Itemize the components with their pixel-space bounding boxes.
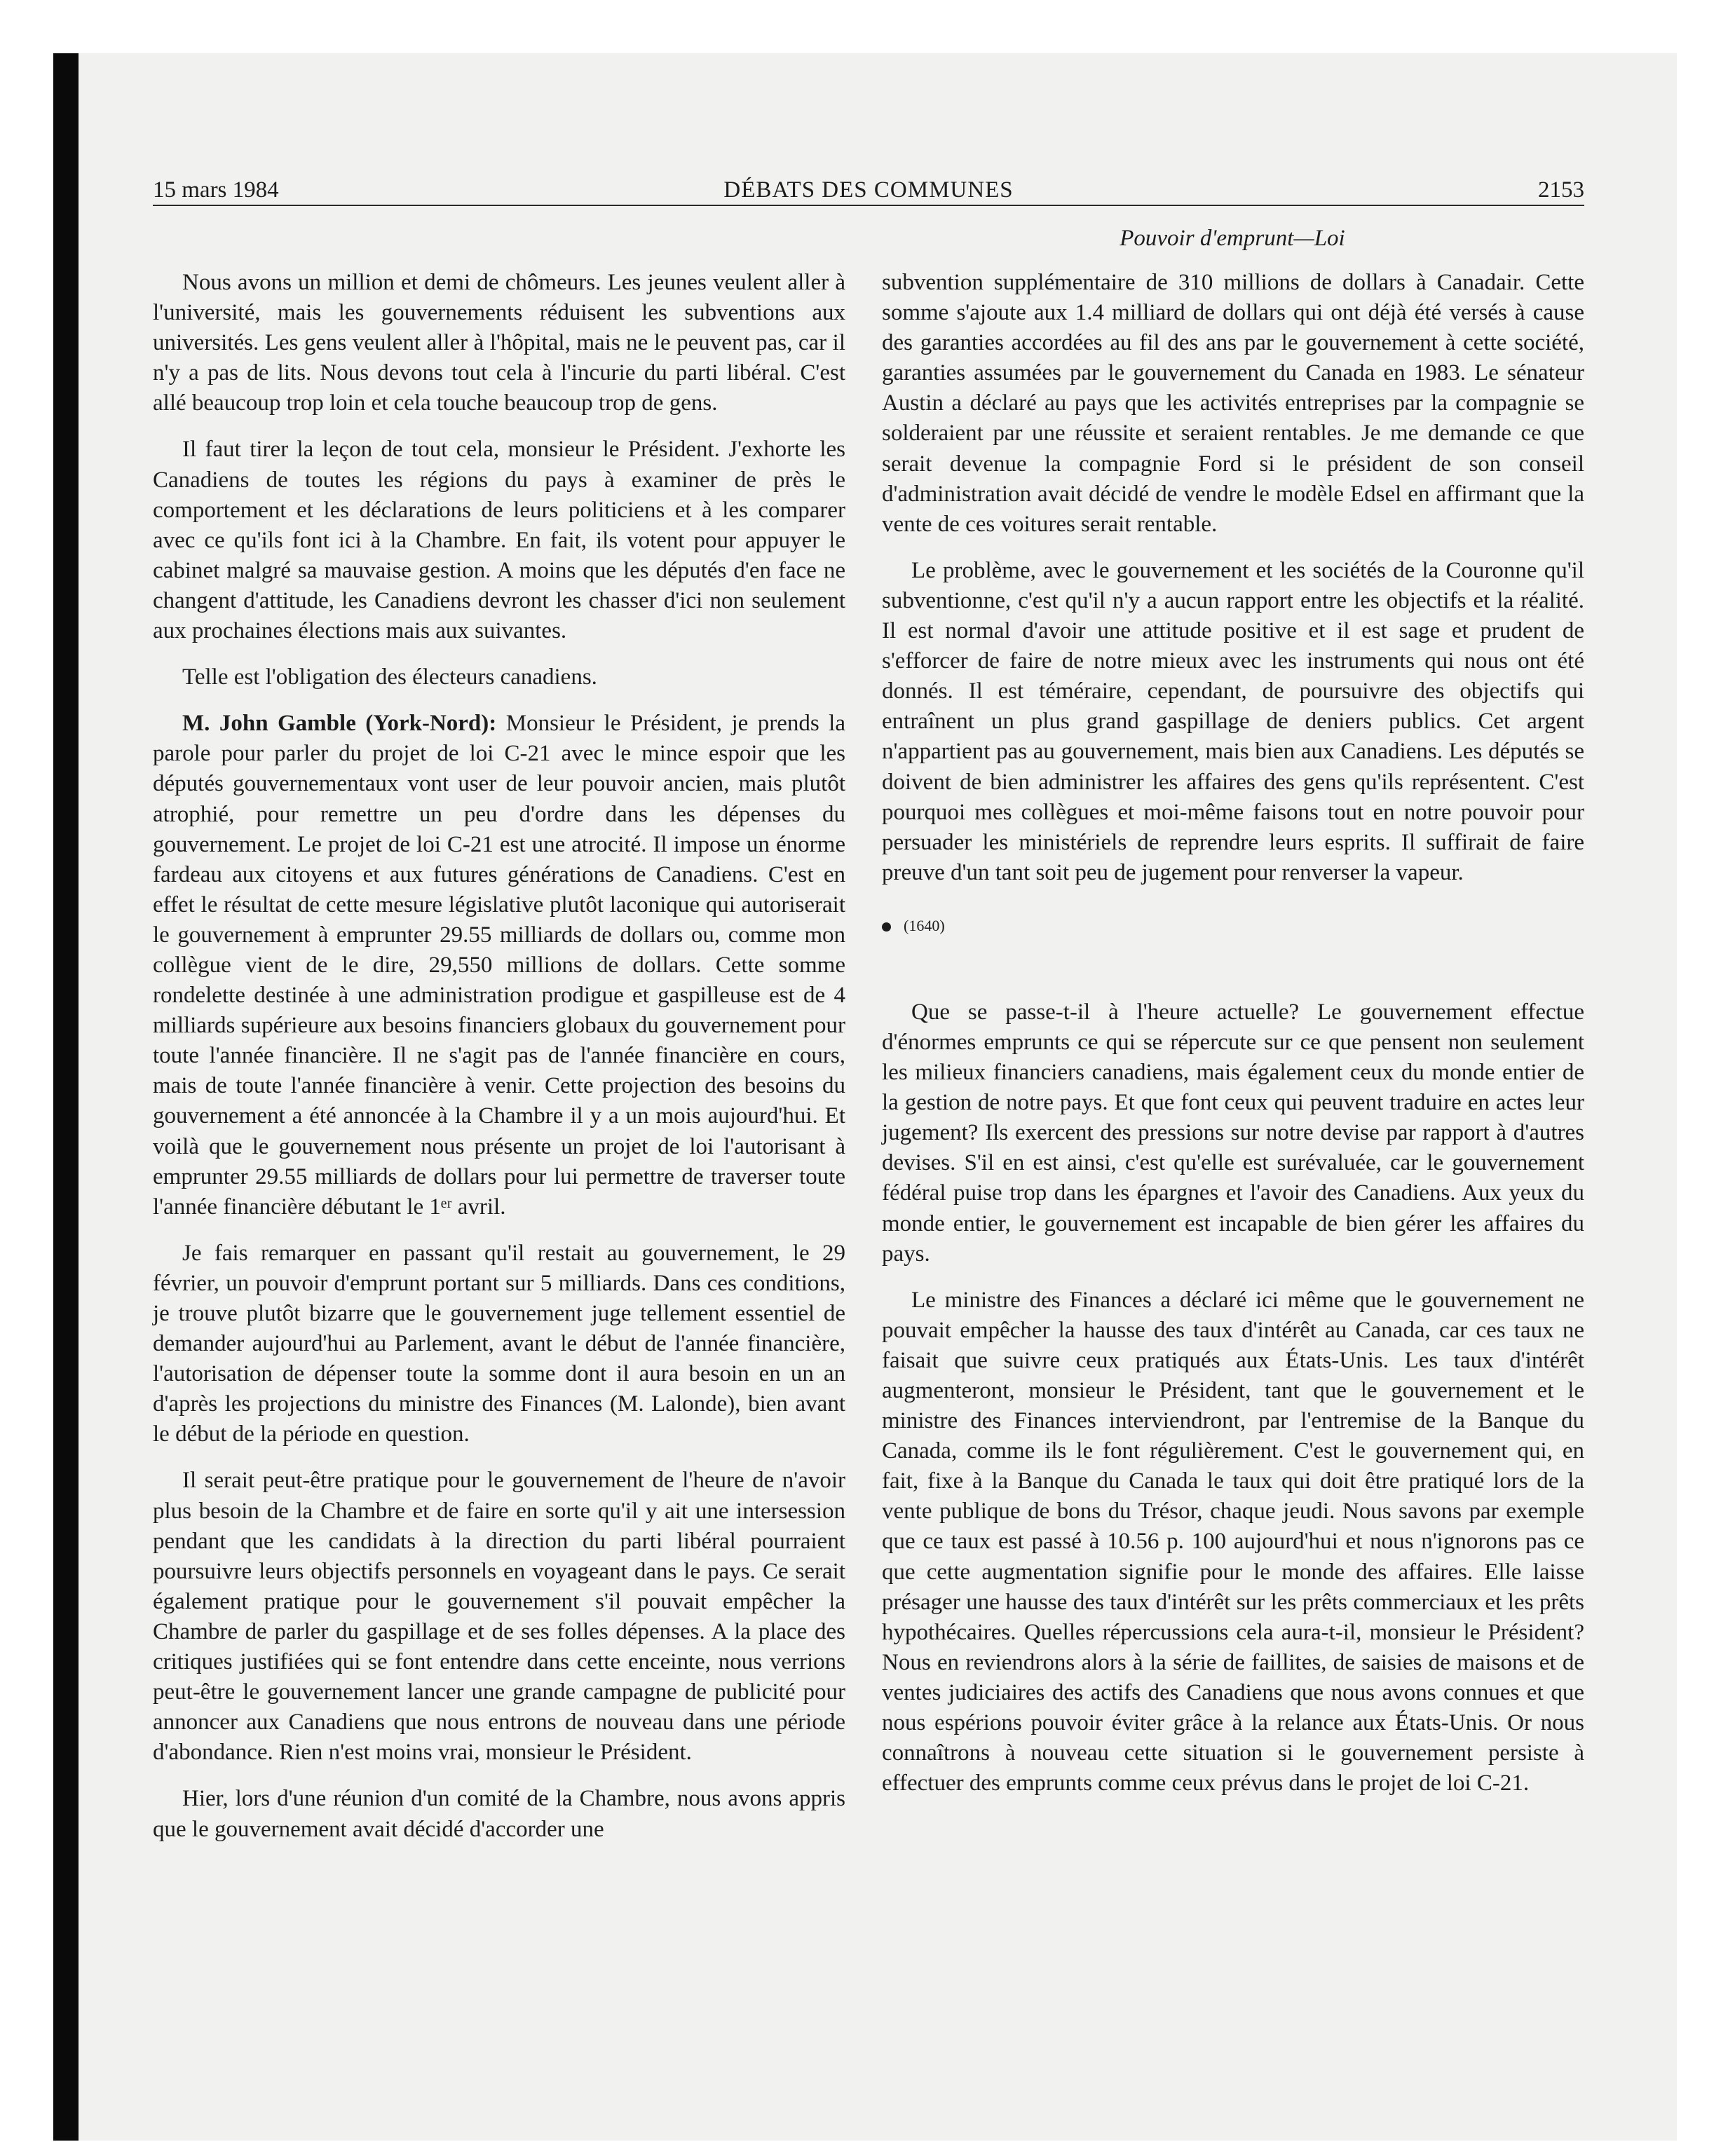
header-rule bbox=[153, 205, 1584, 206]
subject-header: Pouvoir d'emprunt—Loi bbox=[1120, 226, 1345, 251]
paragraph: subvention supplémentaire de 310 millions de dollars à Canadair. Cette somme s'ajoute aux 1.4 milliard de dollars qui ont déjà été versés à cause des garanties accordées au fil des ans par le gouvernement à cette société, garanties assumées par le gouvernement du Canada en 1983. Le sénateur Austin a déclaré au pays que les activités entreprises par la compagnie se solderaient par une réussite et seraient rentables. Je me demande ce que serait devenue la compagnie Ford si le président de son conseil d'administration avait décidé de vendre le modèle Edsel en affirmant que la vente de ces voitures serait rentable. bbox=[882, 270, 1584, 537]
paragraph: Que se passe-t-il à l'heure actuelle? Le gouvernement effectue d'énormes emprunts ce qui se répercute sur ce que pensent non seulement les milieux financiers canadiens, mais également ceux du monde entier de la gestion de notre pays. Et que font ceux qui peuvent traduire en actes leur jugement? Ils exercent des pressions sur notre devise par rapport à d'autres devises. S'il en est ainsi, c'est qu'elle est surévaluée, car le gouvernement fédéral puise trop dans les épargnes et l'avoir des Canadiens. Aux yeux du monde entier, le gouvernement est incapable de bien gérer les affaires du pays. bbox=[882, 999, 1584, 1267]
publication-title: DÉBATS DES COMMUNES bbox=[723, 177, 1014, 203]
paragraph: Le problème, avec le gouvernement et les sociétés de la Couronne qu'il subventionne, c'est qu'il n'y a aucun rapport entre les objectifs et la réalité. Il est normal d'avoir une attitude positive et il est sage et prudent de s'efforcer de faire de notre mieux avec les instruments qui nous ont été donnés. Il est téméraire, cependant, de poursuivre des objectifs qui entraînent un plus grand gaspillage de deniers publics. Cet argent n'appartient pas au gouvernement, mais bien aux Canadiens. Les députés se doivent de bien administrer les affaires des gens qu'ils représentent. C'est pourquoi mes collègues et moi-même faisons tout en notre pouvoir pour persuader les ministériels de reprendre leurs esprits. Il suffirait de faire preuve d'un tant soit peu de jugement pour renverser la vapeur. bbox=[882, 557, 1584, 885]
running-head bbox=[153, 172, 1584, 207]
scan-edge-bar bbox=[53, 53, 79, 2141]
paragraph: Il faut tirer la leçon de tout cela, monsieur le Président. J'exhorte les Canadiens de toutes les régions du pays à examiner de près le comportement et les déclarations de leurs politiciens et à les comparer avec ce qu'ils font ici à la Chambre. En fait, ils votent pour appuyer le cabinet malgré sa mauvaise gestion. A moins que les députés d'en face ne changent d'attitude, les Canadiens devront les chasser d'ici non seulement aux prochaines élections mais aux suivantes. bbox=[153, 437, 845, 644]
paragraph: Il serait peut-être pratique pour le gouvernement de l'heure de n'avoir plus besoin de la Chambre et de faire en sorte qu'il y ait une intersession pendant que les candidats à la direction du parti libéral pourraient poursuivre leurs objectifs personnels en voyageant dans le pays. Ce serait également pratique pour le gouvernement s'il pouvait empêcher la Chambre de parler du gaspillage et de ses folles dépenses. A la place des critiques justifiées qui se font entendre dans cette enceinte, nous verrions peut-être le gouvernement lancer une grande campagne de publicité pour annoncer aux Canadiens que nous entrons de nouveau dans une période d'abondance. Rien n'est moins vrai, monsieur le Président. bbox=[153, 1468, 845, 1766]
time-marker bbox=[882, 916, 1584, 936]
paragraph: Hier, lors d'une réunion d'un comité de la Chambre, nous avons appris que le gouvernement avait décidé d'accorder une bbox=[153, 1786, 845, 1842]
paragraph-speech bbox=[153, 709, 845, 1222]
speaker-name: M. John Gamble (York-Nord): bbox=[182, 711, 497, 737]
speech-text: Monsieur le Président, je prends la parole pour parler du projet de loi C-21 avec le mince espoir que les députés gouvernementaux vont user de leur pouvoir ancien, mais plutôt atrophié, pour remettre un peu d'ordre dans les dépenses du gouvernement. Le projet de loi C-21 est une atrocité. Il impose un énorme fardeau aux citoyens et aux futures générations de Canadiens. C'est en effet le résultat de cette mesure législative plutôt laconique qui autoriserait le gouvernement à emprunter 29.55 milliards de dollars ou, comme mon collègue vient de le dire, 29,550 millions de dollars. Cette somme rondelette destinée à une administration prodigue et gaspilleuse est de 4 milliards supérieure aux besoins financiers globaux du gouvernement pour toute l'année financière. Il ne s'agit pas de l'année financière en cours, mais de toute l'année financière à venir. Cette projection des besoins du gouvernement a été annoncée à la Chambre il y a un mois aujourd'hui. Et voilà que le gouvernement nous présente un projet de loi l'autorisant à emprunter 29.55 milliards de dollars pour lui permettre de traverser toute l'année financière débutant le 1ᵉʳ avril. bbox=[153, 711, 845, 1220]
left-column bbox=[153, 268, 845, 1861]
paragraph: Le ministre des Finances a déclaré ici même que le gouvernement ne pouvait empêcher la hausse des taux d'intérêt au Canada, car ces taux ne faisait que suivre ceux pratiqués aux États-Unis. Les taux d'intérêt augmenteront, monsieur le Président, tant que le gouvernement et le ministre des Finances interviendront, par l'entremise de la Banque du Canada, comme ils le font régulièrement. C'est le gouvernement qui, en fait, fixe à la Banque du Canada le taux qui doit être pratiqué lors de la vente publique de bons du Trésor, chaque jeudi. Nous savons par exemple que ce taux est passé à 10.56 p. 100 aujourd'hui et nous n'ignorons pas ce que cette augmentation signifie pour le monde des affaires. Elle laisse présager une hausse des taux d'intérêt sur les prêts commerciaux et les prêts hypothécaires. Quelles répercussions cela aura-t-il, monsieur le Président? Nous en reviendrons alors à la série de faillites, de saisies de maisons et de ventes judiciaires des actifs des Canadiens que nous avons connues et que nous espérions pouvoir éviter grâce à la relance aux États-Unis. Or nous connaîtrons à nouveau cette situation si le gouvernement persiste à effectuer des emprunts comme ceux prévus dans le projet de loi C-21. bbox=[882, 1287, 1584, 1796]
time-marker-text: (1640) bbox=[904, 916, 945, 934]
header-date: 15 mars 1984 bbox=[153, 177, 279, 203]
paragraph: Telle est l'obligation des électeurs canadiens. bbox=[182, 664, 597, 690]
bullet-icon bbox=[882, 922, 891, 932]
paragraph: Je fais remarquer en passant qu'il restait au gouvernement, le 29 février, un pouvoir d'emprunt portant sur 5 milliards. Dans ces conditions, je trouve plutôt bizarre que le gouvernement juge tellement essentiel de demander aujourd'hui au Parlement, avant le début de l'année financière, l'autorisation de dépenser toute la somme dont il aura besoin en un an d'après les projections du ministre des Finances (M. Lalonde), bien avant le début de la période en question. bbox=[153, 1240, 845, 1447]
paragraph: Nous avons un million et demi de chômeurs. Les jeunes veulent aller à l'université, mais les gouvernements réduisent les subventions aux universités. Les gens veulent aller à l'hôpital, mais ne le peuvent pas, car il n'y a pas de lits. Nous devons tout cela à l'incurie du parti libéral. C'est allé beaucoup trop loin et cela touche beaucoup trop de gens. bbox=[153, 270, 845, 416]
right-column bbox=[882, 268, 1584, 1815]
page-number: 2153 bbox=[1538, 177, 1584, 203]
